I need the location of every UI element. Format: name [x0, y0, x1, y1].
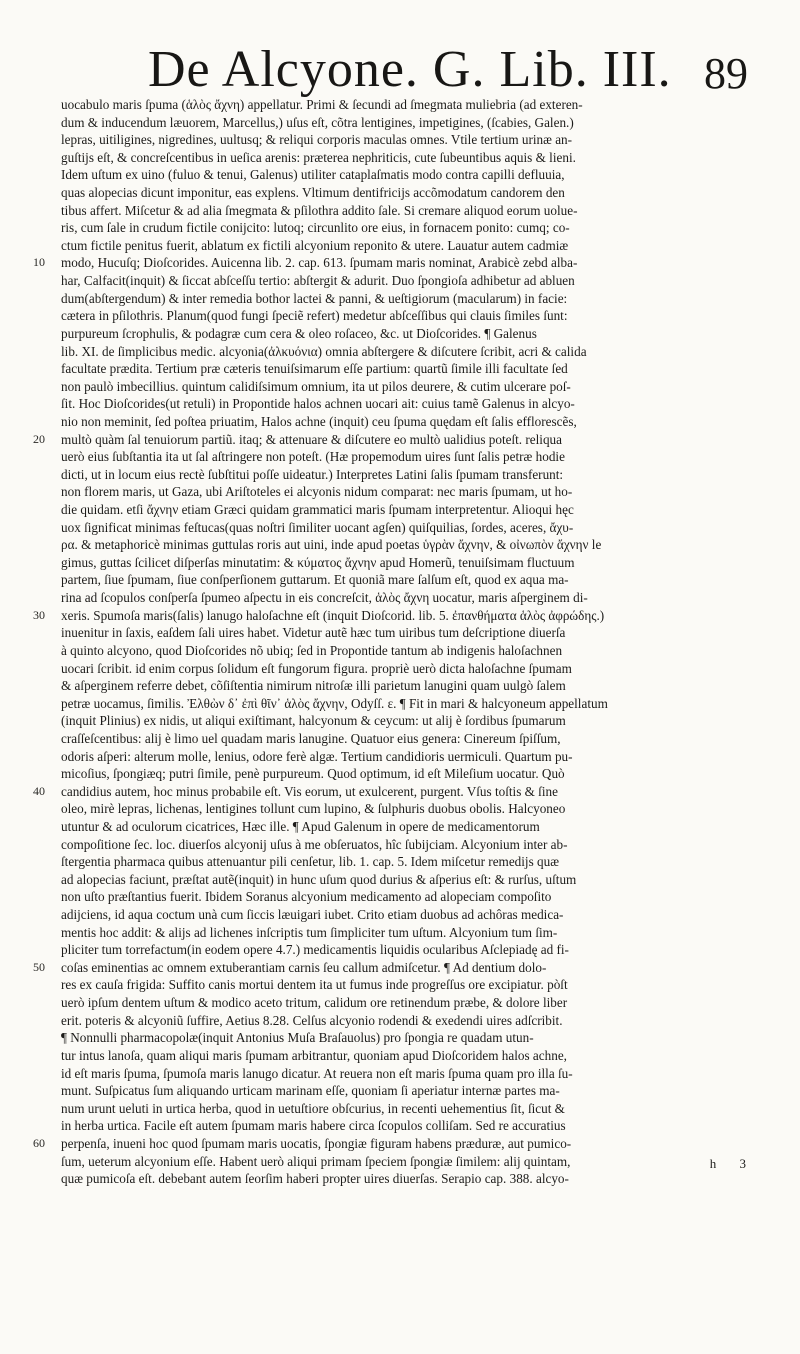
line-text: quæ pumicoſa eſt. debebant autem ſeorſim haberi propter uires diuerſas. Serapio cap. 388. alcyo- — [61, 1171, 569, 1187]
line-text: nio non meminit, ſed poſtea priuatim, Halos achne (inquit) ceu ſpuma quędam eſt ſalis efflorescẽs, — [61, 413, 577, 429]
line-text: ¶ Nonnulli pharmacopolæ(inquit Antonius Muſa Braſauolus) pro ſpongia re quadam utun- — [61, 1030, 534, 1046]
text-line — [33, 906, 766, 924]
line-text: odoris aſperi: alterum molle, lenius, odore ferè algæ. Tertium candidioris uermiculi. Quartum pu- — [61, 748, 573, 764]
text-line — [33, 554, 766, 572]
line-text: ſtergentia pharmaca quibus attenuantur pili cenſetur, lib. 1. cap. 5. Idem miſcetur remedijs quæ — [61, 854, 560, 870]
line-text: coſas eminentias ac omnem extuberantiam carnis ſeu callum admiſcetur. ¶ Ad dentium dolo- — [61, 959, 547, 975]
line-text: ris, cum ſale in crudum fictile conijcito: lutoq; circunlito ore eius, in fornacem ponito: cumq; co- — [61, 220, 570, 236]
line-text: compoſitione ſec. loc. diuerſos alcyonij uſus à me obſeruatos, hîc ſubijciam. Alcyonium inter ab- — [61, 836, 568, 852]
text-line — [33, 783, 766, 801]
line-text: utuntur & ad oculorum cicatrices, Hæc ille. ¶ Apud Galenum in opere de medicamentorum — [61, 818, 540, 834]
line-number: 20 — [33, 431, 45, 446]
line-text: dum(abſtergendum) & inter remedia bothor lactei & panni, & ueſtigiorum (macularum) in facie: — [61, 290, 568, 306]
text-line — [33, 131, 766, 149]
text-line — [33, 695, 766, 713]
text-line — [33, 254, 766, 272]
text-line — [33, 413, 766, 431]
signature-mark: h 3 — [709, 1156, 756, 1171]
text-line — [33, 853, 766, 871]
text-line — [33, 96, 766, 114]
text-line — [33, 272, 766, 290]
text-line — [33, 290, 766, 308]
text-line — [33, 888, 766, 906]
line-text: perpenſa, inueni hoc quod ſpumam maris uocatis, ſpongiæ figuram habens præduræ, aut pumico- — [61, 1135, 572, 1151]
text-line — [33, 114, 766, 132]
text-line — [33, 1029, 766, 1047]
text-line — [33, 1047, 766, 1065]
line-text: guſtijs eſt, & concreſcentibus in ueſica arenis: præterea nephriticis, cute ſubeuntibus aquis & lieni. — [61, 149, 576, 165]
line-text: ρα. & metaphoricè minimas guttulas roris aut uini, inde apud poetas ὑγρὰν ἄχνην, & οἰνωπὸν ἄχνην le — [61, 537, 602, 553]
line-text: uocari ſcribit. id enim corpus ſolidum eſt fungorum figura. propriè uerò dicta haloſachne ſpumam — [61, 660, 572, 676]
line-text: xeris. Spumoſa maris(ſalis) lanugo haloſachne eſt (inquit Dioſcorid. lib. 5. ἐπανθήματα ἁλὸς ἀφρώδης.) — [61, 607, 605, 623]
text-line — [33, 519, 766, 537]
text-line — [33, 483, 766, 501]
line-number: 50 — [33, 959, 45, 974]
line-text: non uſto præſtantius fuerit. Ibidem Soranus alcyonium medicamento ad alopeciam compoſito — [61, 889, 552, 905]
text-line — [33, 219, 766, 237]
line-text: inuenitur in ſaxis, eaſdem ſali uires habet. Videtur autẽ hæc tum uiribus tum deſcriptione diuerſa — [61, 625, 566, 641]
text-line — [33, 642, 766, 660]
text-line — [33, 924, 766, 942]
line-text: quas alopecias dicunt imponitur, eas explens. Vltimum dentifricijs accõmodatum candorem den — [61, 185, 565, 201]
line-number: 60 — [33, 1135, 45, 1150]
line-text: die quidam. etſi ἄχνην etiam Græci quidam grammatici maris ſpumam interpretentur. Alioqui hęc — [61, 502, 574, 518]
text-line — [33, 1100, 766, 1118]
line-text: petræ uocamus, ſimilis. Ἐλθὼν δ᾽ ἐπὶ θῖν᾽ ἁλὸς ἄχνην, Odyſſ. ε. ¶ Fit in mari & halcyoneum appellatum — [61, 695, 608, 711]
line-text: gimus, guttas ſcilicet diſperſas minutatim: & κύματος ἄχνην apud Homerũ, tenuiſsimam fluctuum — [61, 554, 575, 570]
line-text: adijciens, id aqua coctum unà cum ſiccis læuigari iubet. Crito etiam duobus ad achôras medica- — [61, 907, 564, 923]
line-text: ſit. Hoc Dioſcorides(ut retuli) in Propontide halos achnen uocari ait: cuius tamẽ Galenus in alcyo- — [61, 396, 575, 412]
page-number: 89 — [704, 49, 748, 98]
text-line — [33, 325, 766, 343]
line-text: multò quàm ſal tenuiorum partiũ. itaq; & attenuare & diſcutere eo multò ualidius poteſt. reliqua — [61, 431, 562, 447]
text-line — [33, 307, 766, 325]
text-line — [33, 184, 766, 202]
line-text: modo, Hucuſq; Dioſcorides. Auicenna lib. 2. cap. 613. ſpumam maris nominat, Arabicè zebd alba- — [61, 255, 578, 271]
catchword-line — [33, 1156, 766, 1174]
line-text: num urunt ueluti in urtica herba, quod in uetuſtiore obſcurius, in recenti uehementius ſit, ſicut & — [61, 1100, 565, 1116]
text-line — [33, 571, 766, 589]
text-line — [33, 677, 766, 695]
text-line — [33, 1117, 766, 1135]
line-text: craſſeſcentibus: alij è limo uel quadam maris lanugine. Quatuor eius genera: Cinereum ſpiſſum, — [61, 730, 561, 746]
line-text: uocabulo maris ſpuma (ἁλὸς ἄχνη) appellatur. Primi & ſecundi ad ſmegmata muliebria (ad exteren- — [61, 97, 583, 112]
text-line — [33, 994, 766, 1012]
text-line — [33, 378, 766, 396]
text-line — [33, 343, 766, 361]
line-text: uox ſignificat minimas feſtucas(quas noſtri ſimiliter uocant agſen) quiſquilias, ſordes, aceres, ἄχυ- — [61, 519, 574, 535]
text-line — [33, 466, 766, 484]
text-line — [33, 624, 766, 642]
text-line — [33, 836, 766, 854]
text-line — [33, 589, 766, 607]
line-text: lib. XI. de ſimplicibus medic. alcyonia(ἀλκυόνια) omnia abſtergere & diſcutere ſcribit, acri & calida — [61, 343, 587, 359]
line-text: candidius autem, hoc minus probabile eſt. Vis eorum, ut exulcerent, purgent. Vſus toſtis & ſine — [61, 783, 558, 799]
line-text: facultate prædita. Tertium præ cæteris tenuiſsimarum eſſe partium: quartũ ſimile illi facultate ſed — [61, 361, 568, 377]
text-line — [33, 501, 766, 519]
text-line — [33, 800, 766, 818]
line-text: pliciter tum torrefactum(in eodem opere 4.7.) medicamentis liquidis ocularibus Aſclepiadę ad fi- — [61, 942, 569, 958]
line-text: & aſperginem referre debet, cõſiſtentia nimirum nitroſæ illi parietum lanugini quam uulgò ſalem — [61, 678, 566, 694]
text-line — [33, 871, 766, 889]
text-line — [33, 607, 766, 625]
text-line — [33, 748, 766, 766]
text-line — [33, 1065, 766, 1083]
line-text: ctum fictile penitus fuerit, ablatum ex fictili alcyonium reponito & utere. Lauatur autem cadmiæ — [61, 237, 569, 253]
line-text: uerò eius ſubſtantia ita ut ſal aſtringere non poteſt. (Hæ propemodum uires ſunt ſalis petræ hodie — [61, 449, 565, 465]
line-text: Idem uſtum ex uino (fuluo & tenui, Galenus) utiliter cataplaſmatis modo contra capilli defluuia, — [61, 167, 565, 183]
text-line — [33, 976, 766, 994]
text-line — [33, 730, 766, 748]
line-number: 10 — [33, 255, 45, 270]
text-line — [33, 765, 766, 783]
line-text: tibus affert. Miſcetur & ad alia ſmegmata & pſilothra addito ſale. Si cremare aliquod eorum uolue- — [61, 202, 578, 218]
line-text: dum & inducendum læuorem, Marcellus,) uſus eſt, cõtra lentigines, impetigines, (ſcabies, Galen.) — [61, 114, 574, 130]
line-text: tur intus lanoſa, quam aliqui maris ſpumam arbitrantur, quoniam apud Dioſcoridem halos achne, — [61, 1047, 567, 1063]
line-text: cætera in pſilothris. Planum(quod fungi ſpeciẽ refert) medetur abſceſſibus qui clauis ſimiles ſunt: — [61, 308, 568, 324]
line-text: res ex cauſa frigida: Suffito canis mortui dentem ita ut fumus inde progreſſus ore excipiatur. pòſt — [61, 977, 568, 993]
text-line — [33, 431, 766, 449]
text-line — [33, 1082, 766, 1100]
text-line — [33, 237, 766, 255]
text-line — [33, 712, 766, 730]
line-number: 40 — [33, 783, 45, 798]
line-text: ſum, ueterum alcyonium eſſe. Habent uerò aliqui primam ſpeciem ſpongiæ ſimilem: alij quintam, — [61, 1153, 571, 1169]
text-line — [33, 1135, 766, 1153]
text-line — [33, 1012, 766, 1030]
line-text: lepras, uitiligines, nigredines, uultusq; & reliqui corporis maculas omnes. Vtile tertium urinæ an- — [61, 132, 573, 148]
line-text: rina ad ſcopulos conſperſa ſpumeo aſpectu in eis concreſcit, ἁλὸς ἄχνη uocatur, maris aſperginem di- — [61, 590, 588, 606]
line-text: oleo, mirè lepras, lichenas, lentigines tollunt cum lupino, & ſulphuris duobus obolis. Halcyoneo — [61, 801, 566, 817]
line-text: purpureum ſcrophulis, & podagræ cum cera & oleo roſaceo, &c. ut Dioſcorides. ¶ Galenus — [61, 325, 537, 341]
text-line — [33, 660, 766, 678]
line-number: 30 — [33, 607, 45, 622]
line-text: dicti, ut in locum eius rectè ſubſtitui poſſe uideatur.) Interpretes Latini ſalis ſpumam transferunt: — [61, 466, 564, 482]
text-line — [33, 941, 766, 959]
line-text: ad alopecias faciunt, præſtat autẽ(inquit) in hunc uſum quod durius & aſperius eſt: & rurſus, uſtum — [61, 871, 577, 887]
text-line — [33, 536, 766, 554]
text-line — [33, 149, 766, 167]
line-text: in herba urtica. Facile eſt autem ſpumam maris habere circa ſcopulos colliſam. Sed re accuratius — [61, 1118, 566, 1134]
line-text: id eſt maris ſpuma, ſpumoſa maris lanugo dicatur. At reuera non eſt maris ſpuma quam pro illa ſu- — [61, 1065, 573, 1081]
line-text: uerò ipſum dentem uſtum & modico aceto tritum, calidum ore retinendum præbe, & dolore liber — [61, 995, 568, 1011]
line-text: non paulò imbecillius. quintum calidiſsimum omnium, ita ut pilos deurere, & cutim ulcerare poſ- — [61, 378, 571, 394]
line-text: (inquit Plinius) ex nidis, ut aliqui exiſtimant, halcyonum & ceycum: ut alij è ſordibus ſpumarum — [61, 713, 566, 729]
text-line — [33, 959, 766, 977]
line-text: mentis hoc addit: & alijs ad lichenes inſcriptis tum ſimpliciter tum uſtum. Alcyonium tum ſim- — [61, 924, 558, 940]
line-text: non florem maris, ut Gaza, ubi Ariſtoteles ei alcyonis nidum comparat: nec maris ſpumam, ut ho- — [61, 484, 573, 500]
line-text: har, Calfacit(inquit) & ſiccat abſceſſu tertio: abſtergit & adurit. Duo ſpongioſa adhibetur ad abluen — [61, 273, 575, 289]
running-title: De Alcyone. G. Lib. III. — [148, 41, 672, 98]
line-text: munt. Suſpicatus ſum aliquando urticam marinam eſſe, quoniam ſi aperiatur internæ partes ma- — [61, 1083, 560, 1099]
text-block — [33, 96, 766, 1188]
text-line — [33, 818, 766, 836]
line-text: partem, ſiue ſpumam, ſiue conſperſionem guttarum. Et quoniã mare ſalſum eſt, quod ex aqua ma- — [61, 572, 569, 588]
line-text: à quinto alcyono, quod Dioſcorides nõ ubiq; ſed in Propontide tantum ab indigenis haloſachnen — [61, 642, 563, 658]
text-line — [33, 166, 766, 184]
line-text: erit. poteris & alcyoniũ ſuffire, Aetius 8.28. Celſus alcyonio rodendi & exedendi uires adſcribit. — [61, 1012, 563, 1028]
text-line — [33, 448, 766, 466]
text-line — [33, 360, 766, 378]
line-text: micoſius, ſpongiæq; putri ſimile, penè purpureum. Quod optimum, id eſt Mileſium uocatur. Quò — [61, 766, 565, 782]
text-line — [33, 395, 766, 413]
text-line — [33, 202, 766, 220]
